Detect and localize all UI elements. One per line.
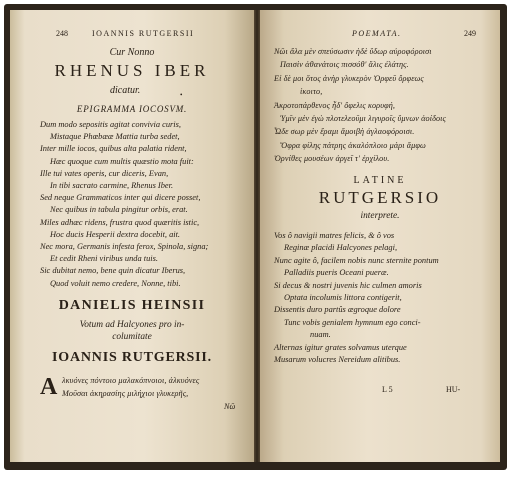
latin-verse-line: Dissentis duro partûs ægroque dolore: [274, 305, 401, 315]
left-page: [10, 10, 254, 462]
greek-line-2: Μοῦσαι ἀκηρασίης μιλήχιοι γλυκερῆς,: [62, 389, 189, 398]
greek-drop-initial: A: [40, 374, 58, 400]
heading-interprete: interprete.: [360, 211, 400, 221]
signature-mark: L 5: [382, 385, 393, 394]
greek-verse-line: Παισὶν ἀθανάτοις πισσόθ' ἄλις ἐλάτης.: [280, 60, 409, 70]
epigram-line: Nec mora, Germanis infesta ferox, Spinola, signa;: [40, 242, 209, 251]
latin-verse-line: Palladiis pueris Oceani pueræ.: [284, 268, 389, 278]
epigram-line: Sic dubitat nemo, bene quin dicatur Iberus,: [40, 266, 186, 276]
epigram-line: Hoc ducis Hesperii dextra docebit, ait.: [50, 229, 181, 239]
greek-verse-line: Ὧδε σωρ μὲν ἔραμι ἄμοιβὴ ἀγλαοφόροισι.: [274, 127, 415, 137]
epigram-line: Sed neque Grammaticos inter qui dicere posset,: [40, 193, 201, 203]
open-book: [4, 4, 507, 470]
right-page: [260, 10, 500, 462]
epigram-line: Nec quibus in tabula pingitur orbis, erat.: [50, 205, 188, 215]
epigram-line: Miles adhæc ridens, frustra quod quæritis istic,: [40, 217, 200, 227]
epigram-subtitle: EPIGRAMMA IOCOSVM.: [76, 104, 188, 114]
epigram-line: Quod voluit nemo credere, Nonne, tibi.: [50, 278, 181, 288]
epigram-line: Mistaque Phœbææ Mattia turba sedet,: [50, 132, 180, 142]
left-running-head: IOANNIS RUTGERSII: [92, 29, 195, 38]
left-catchword: Νῶ: [224, 402, 236, 411]
greek-verse-line: Ὑμῖν μὲν ἐγὼ πλοτελεοῦμι λιγυροῖς ὕμνων ἀοίδοις: [280, 114, 446, 123]
greek-verse-line: Ἀκροτοπάρθενος ἦδ' ὄφελις κορυφή,: [274, 100, 396, 110]
greek-verse-line: Εἰ δὲ μοι ὅτος ἀνὴρ γλυκερὸν Ὀρφεῦ ὄρφεως: [274, 73, 424, 83]
greek-verse-line: Νῶι ἄλα μὲν σπεύσωσιν ἠδὲ ὕδωρ αὐροφόροισι: [274, 47, 432, 56]
epigram-line: Hæc quoque cum multis quæstio mota fuit:: [50, 156, 194, 166]
votum-line-2: columitate: [112, 332, 152, 342]
dedicatee-rutgersius: IOANNIS RUTGERSII.: [52, 350, 212, 365]
latin-verse-line: Musarum volucres Nereidum alitibus.: [274, 355, 401, 364]
epigram-line: Inter mille iocos, quibus alta palatia rident,: [40, 144, 187, 154]
right-catchword: HU-: [446, 385, 461, 394]
latin-verse-line: Alternas igitur grates solvamus uterque: [274, 342, 407, 352]
heading-cur-nonno: Cur Nonno: [109, 47, 155, 58]
epigram-line: Ille tui vates operis, cur diceris, Evan,: [40, 168, 169, 178]
heading-rutgersio: RUTGERSIO: [318, 188, 442, 207]
latin-verse-line: Optata incolumis littora contigerit,: [284, 293, 402, 302]
left-page-number: 248: [56, 29, 68, 38]
epigram-line: Dum modo sepositis agitat convivia curis,: [40, 120, 181, 129]
latin-verse-line: Si decus & nostri juvenis hic culmen amoris: [274, 280, 422, 290]
epigram-line: In tibi sacrato carmine, Rhenus Iber.: [50, 181, 174, 190]
epigram-line: Et cedit Rheni viribus unda tuis.: [50, 254, 158, 264]
heading-rhenus-iber: RHENUS IBER: [54, 61, 210, 80]
latin-verse-line: Reginæ placidi Halcyones pelagi,: [284, 243, 398, 253]
latin-verse-line: Nunc agite ô, facilem nobis nunc sternite pontum: [274, 255, 439, 265]
heading-latine: LATINE: [353, 175, 407, 186]
greek-line-1: λκυόνες πόντοιο μαλακόπνοιοι, ἀλκυόνες: [62, 376, 200, 385]
latin-verse-line: nuam.: [310, 330, 331, 340]
votum-line-1: Votum ad Halcyones pro in-: [79, 320, 185, 330]
greek-verse-line: ἰκοιτο,: [300, 87, 323, 97]
author-heinsius: DANIELIS HEINSII: [58, 298, 206, 313]
greek-verse-line: Ὀρνίθες μουσέων ἀργεῖ τ' ἐρχίλου.: [274, 154, 390, 164]
latin-verse-line: Tunc vobis genialem hymnum ego conci-: [284, 317, 421, 327]
right-running-head: POEMATA.: [352, 29, 402, 38]
latin-verse-line: Vos ô navigii matres felicis, & ô vos: [274, 231, 395, 240]
greek-verse-line: Ὄφρα φίλης πάτρης ἀκαλόπλοιο μάρι ἄμφω: [280, 140, 426, 150]
ornament-dot: •: [180, 91, 183, 99]
right-page-number: 249: [464, 29, 476, 38]
heading-dicatur: dicatur.: [110, 85, 141, 96]
